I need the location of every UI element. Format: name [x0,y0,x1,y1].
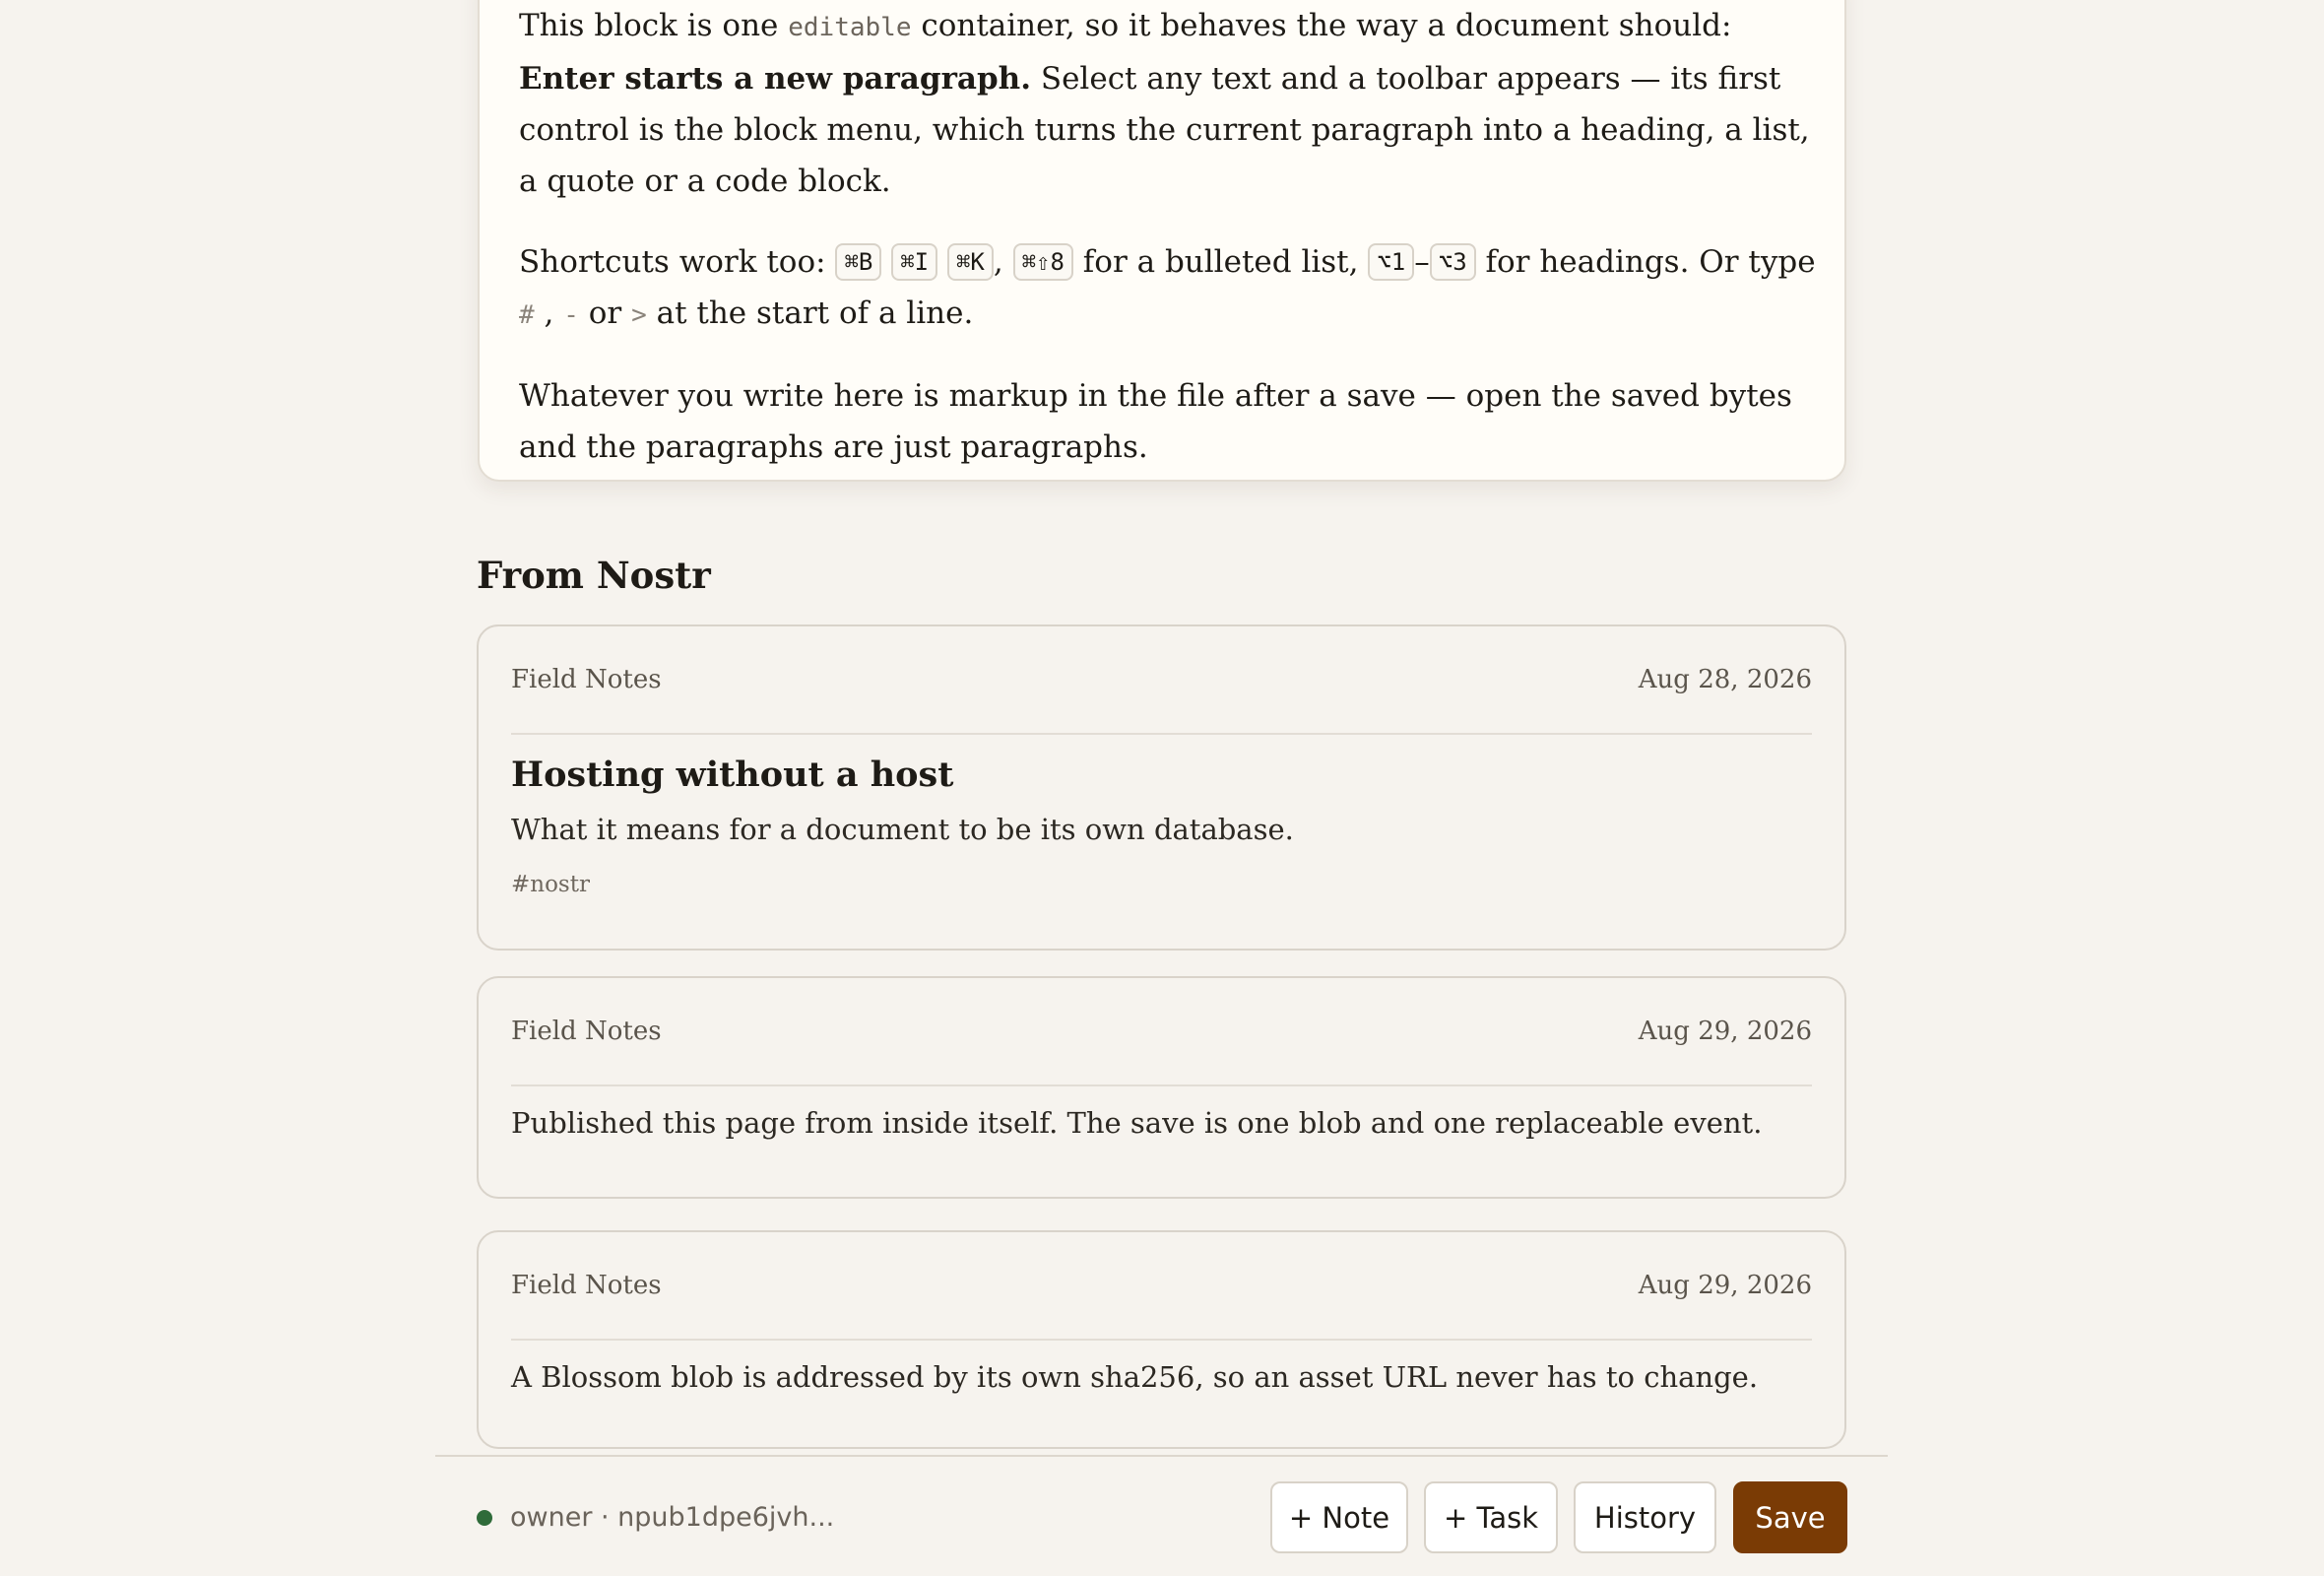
text-span: for a bulleted list, [1072,244,1369,280]
text-span: – [1414,244,1430,280]
kbd-heading3-shortcut: ⌥3 [1430,243,1476,281]
text-span: Shortcuts work too: [519,244,836,280]
note-card[interactable] [477,1230,1846,1449]
owner-status [477,1457,834,1576]
add-task-button[interactable]: + Task [1424,1481,1558,1553]
kbd-italic-shortcut: ⌘I [891,243,937,281]
add-note-button[interactable]: + Note [1270,1481,1408,1553]
note-body: What it means for a document to be its own database. [511,813,1294,846]
note-tag[interactable]: #nostr [511,872,590,897]
markdown-quote: > [631,300,647,330]
note-date: Aug 29, 2026 [1638,1017,1812,1046]
inline-code: editable [788,13,912,42]
text-span: Select any text and a toolbar appears — its first control is the block menu, which turns the current paragraph into a heading, a list, a quote or a code block. [519,61,1810,199]
owner-status-text: owner · npub1dpe6jvh... [510,1502,835,1533]
bold-text: Enter starts a new paragraph. [519,61,1031,97]
markdown-hash: # [519,300,535,330]
note-card[interactable] [477,976,1846,1199]
note-date: Aug 29, 2026 [1638,1271,1812,1300]
editor-paragraph-1[interactable] [519,0,1829,207]
text-span: , [534,296,564,331]
kbd-heading1-shortcut: ⌥1 [1368,243,1414,281]
text-span: , [993,244,1013,280]
markdown-dash: - [563,300,579,330]
bottom-toolbar [435,1455,1888,1576]
note-source: Field Notes [511,1271,662,1300]
note-source: Field Notes [511,1017,662,1046]
text-span: container, so it behaves the way a document should: [911,8,1732,43]
note-header [511,626,1812,735]
text-span: for headings. Or type [1475,244,1816,280]
note-header [511,1232,1812,1341]
editor-paragraph-3[interactable]: Whatever you write here is markup in the file after a save — open the saved bytes and the paragraphs are just paragraphs. [519,378,1792,465]
note-body: A Blossom blob is addressed by its own sha256, so an asset URL never has to change. [511,1360,1759,1394]
note-card[interactable] [477,624,1846,951]
note-body: Published this page from inside itself. The save is one blob and one replaceable event. [511,1106,1763,1140]
kbd-bold-shortcut: ⌘B [835,243,881,281]
status-dot-icon [477,1510,492,1526]
note-title: Hosting without a host [511,755,954,795]
history-button[interactable]: History [1574,1481,1716,1553]
kbd-link-shortcut: ⌘K [947,243,994,281]
editor-block[interactable] [478,0,1846,482]
note-header [511,978,1812,1086]
section-title: From Nostr [477,554,711,597]
text-span: at the start of a line. [646,296,974,331]
text-span: or [578,296,632,331]
note-date: Aug 28, 2026 [1638,665,1812,694]
editor-paragraph-2[interactable] [519,236,1829,341]
save-button[interactable]: Save [1733,1481,1847,1553]
note-source: Field Notes [511,665,662,694]
text-span: This block is one [519,8,789,43]
kbd-list-shortcut: ⌘⇧8 [1013,243,1073,281]
